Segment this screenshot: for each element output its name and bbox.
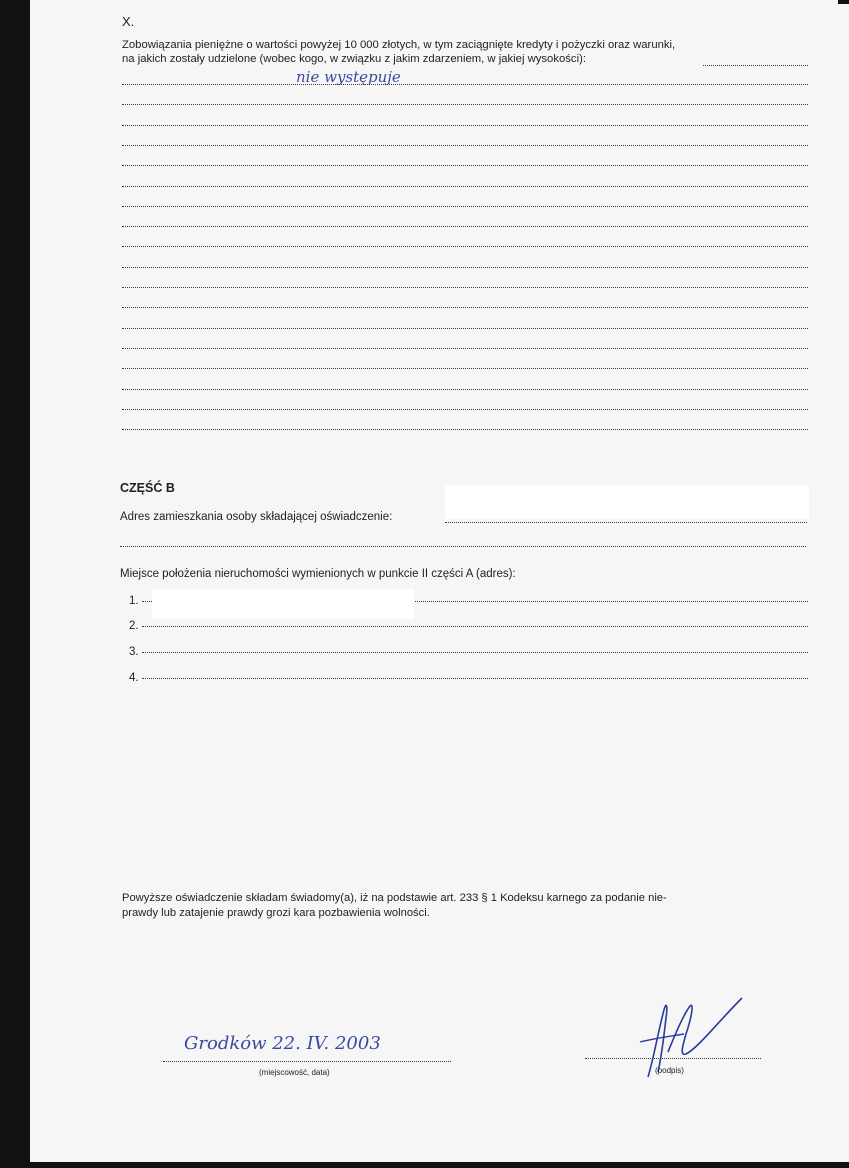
property-item-3-number: 3.	[129, 646, 139, 658]
place-date-line	[163, 1061, 451, 1062]
declaration-line2: prawdy lub zatajenie prawdy grozi kara pozbawienia wolności.	[122, 907, 430, 919]
answer-line	[122, 165, 808, 166]
property-item-2-number: 2.	[129, 620, 139, 632]
scan-border-bottom	[0, 1162, 849, 1168]
handwritten-answer: nie występuje	[296, 68, 401, 86]
answer-line	[122, 389, 808, 390]
answer-line	[122, 267, 808, 268]
answer-line	[122, 328, 808, 329]
property-item-4-number: 4.	[129, 672, 139, 684]
scan-border-top-right	[838, 0, 849, 4]
redaction-address	[445, 485, 809, 519]
redaction-property	[152, 589, 414, 619]
answer-line	[122, 125, 808, 126]
declaration-line1: Powyższe oświadczenie składam świadomy(a), iż na podstawie art. 233 § 1 Kodeksu karnego za podanie nie-	[122, 892, 667, 904]
answer-line	[122, 206, 808, 207]
answer-line	[122, 409, 808, 410]
property-label: Miejsce położenia nieruchomości wymienionych w punkcie II części A (adres):	[120, 568, 516, 580]
property-line-2	[142, 626, 808, 627]
property-item-1-number: 1.	[129, 595, 139, 607]
signature-caption: (podpis)	[655, 1066, 684, 1075]
part-b-heading: CZĘŚĆ B	[120, 481, 175, 495]
answer-line	[703, 65, 808, 66]
address-line-2	[120, 546, 806, 547]
answer-line	[122, 246, 808, 247]
address-line-1	[445, 522, 807, 523]
answer-line	[122, 84, 808, 85]
scan-border-left	[0, 0, 30, 1168]
answer-line	[122, 287, 808, 288]
section-x-text-line2: na jakich zostały udzielone (wobec kogo, w związku z jakim zdarzeniem, w jakiej wysokości):	[122, 53, 586, 65]
address-label: Adres zamieszkania osoby składającej oświadczenie:	[120, 511, 393, 523]
answer-line	[122, 368, 808, 369]
property-line-3	[142, 652, 808, 653]
place-date-handwritten: Grodków 22. IV. 2003	[184, 1033, 381, 1054]
answer-line	[122, 145, 808, 146]
section-x-label: X.	[122, 14, 135, 29]
property-line-4	[142, 678, 808, 679]
section-x-text-line1: Zobowiązania pieniężne o wartości powyżej 10 000 złotych, w tym zaciągnięte kredyty i pożyczki oraz warunki,	[122, 39, 676, 51]
answer-line	[122, 429, 808, 430]
answer-line	[122, 307, 808, 308]
answer-line	[122, 226, 808, 227]
answer-line	[122, 104, 808, 105]
document-page	[30, 0, 849, 1162]
answer-line	[122, 186, 808, 187]
answer-line	[122, 348, 808, 349]
place-date-caption: (miejscowość, data)	[259, 1068, 330, 1077]
signature-scribble	[628, 992, 748, 1082]
